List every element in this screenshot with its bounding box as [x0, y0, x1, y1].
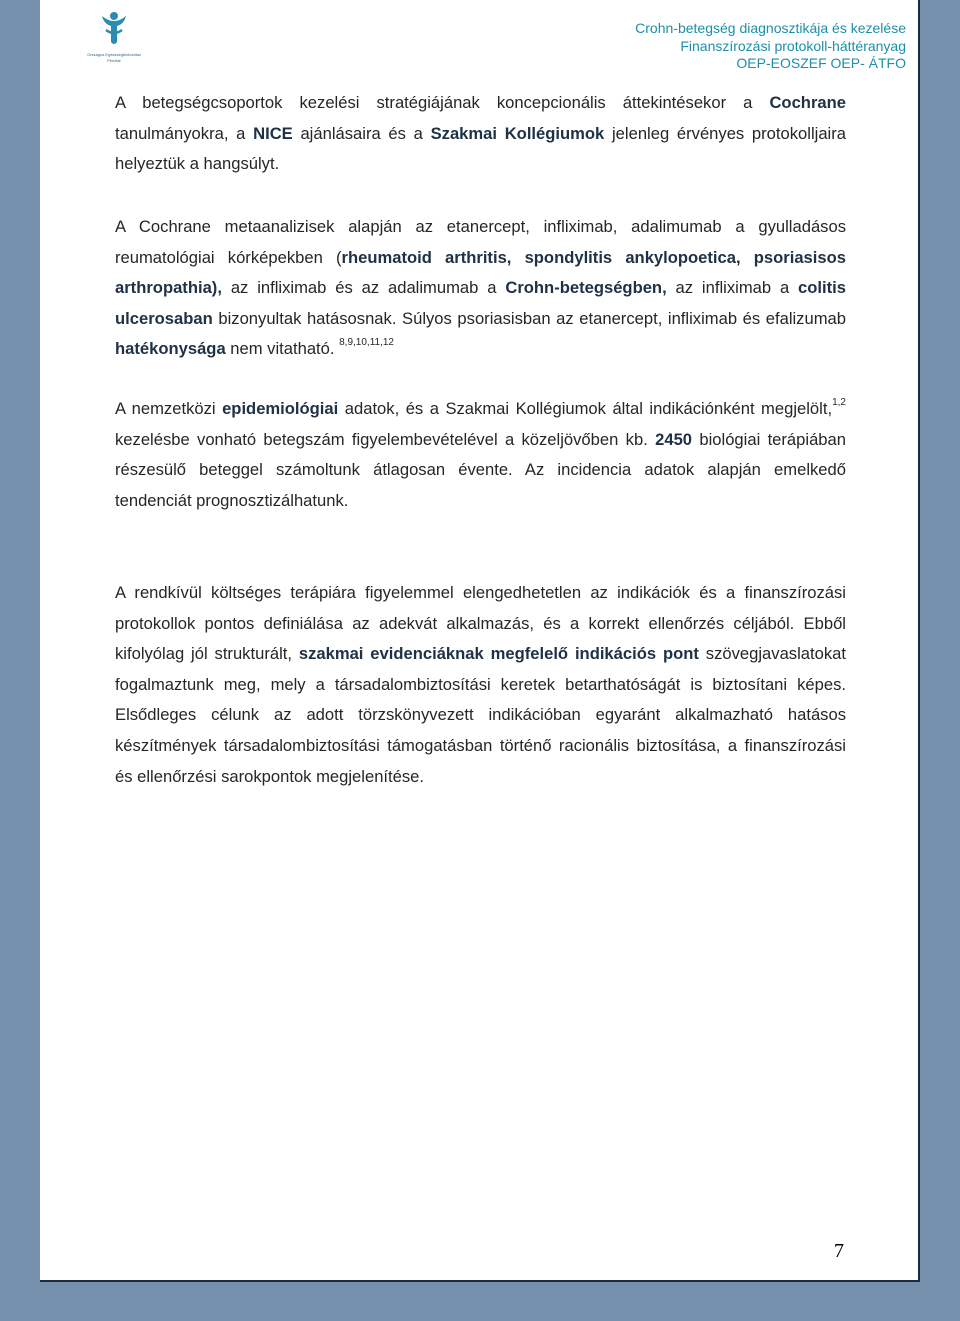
text-run: jelenleg érvényes protokolljaira helyeztük a hangsúlyt.	[115, 123, 847, 174]
paragraph-4	[115, 578, 846, 792]
text-run: tanulmányokra, a	[115, 123, 254, 143]
logo-text-line-2: Pénztár	[107, 58, 121, 63]
bold-phrase: Szakmai Kollégiumok	[430, 123, 605, 143]
text-run: kezelésbe vonható betegszám figyelembevételével a közeljövőben kb.	[115, 429, 656, 449]
ministry-logo-icon	[82, 10, 146, 66]
document-page	[40, 0, 920, 1282]
text-run: adatok, és a Szakmai Kollégiumok által indikációnként megjelölt,	[338, 399, 833, 418]
bold-phrase: hatékonysága	[115, 339, 226, 359]
text-run: A Cochrane metaanalizisek alapján az etanercept, infliximab, adalimumab a gyulladásos reumatológiai kórképekben (	[115, 217, 846, 267]
logo-text-line-1: Országos Egészségbiztosítási	[87, 52, 141, 57]
bold-phrase: NICE	[253, 123, 293, 143]
text-run: szövegjavaslatokat fogalmaztunk meg, mely a társadalombiztosítási keretek betarthatóságát is biztosítani képes. Elsődleges célunk az adott törzskönyvezett indikációban egyaránt alkalmazható hatásos készítmények társadalombiztosítási támogatásban történő racionális biztosítása, a finanszírozási és ellenőrzési sarokpontok megjelenítése.	[115, 644, 846, 786]
bold-phrase: szakmai evidenciáknak megfelelő indikációs pont	[298, 644, 699, 664]
header-title: Crohn-betegség diagnosztikája és kezelése	[635, 20, 906, 36]
bold-phrase: rheumatoid arthritis, spondylitis ankylopoetica, psoriasisos arthropathia),	[115, 247, 846, 298]
paragraph-1	[115, 88, 846, 180]
text-run: bizonyultak hatásosnak. Súlyos psoriasisban az etanercept, infliximab és efalizumab	[212, 308, 846, 328]
text-run: A nemzetközi	[115, 399, 223, 418]
bold-phrase: Cochrane	[769, 93, 846, 112]
text-run: ajánlásaira és a	[292, 123, 431, 143]
text-run: az infliximab és az adalimumab a	[221, 278, 506, 298]
logo-emblem-icon	[82, 10, 146, 50]
bold-phrase: 2450	[655, 429, 693, 449]
paragraph-3	[115, 394, 846, 516]
paragraph-2	[115, 212, 846, 365]
text-run: biológiai terápiában részesülő beteggel számoltunk átlagosan évente. Az incidencia adatok alapján emelkedő tendenciát prognosztizálhatunk.	[115, 429, 846, 510]
document-header	[635, 20, 906, 73]
text-run: A betegségcsoportok kezelési stratégiájának koncepcionális áttekintésekor a	[115, 93, 770, 112]
bold-phrase: Crohn-betegségben,	[505, 278, 667, 298]
footnote-reference: 1,2	[832, 397, 846, 408]
page-number: 7	[834, 1240, 844, 1262]
text-run: az infliximab a	[666, 278, 799, 298]
footnote-reference: 8,9,10,11,12	[339, 337, 394, 349]
text-run: A rendkívül költséges terápiára figyelemmel elengedhetetlen az indikációk és a finanszírozási protokollok pontos definiálása az adekvát alkalmazás, és a korrekt ellenőrzés céljából. Ebből kifolyólag jól strukturált,	[115, 583, 846, 664]
header-org: OEP-EOSZEF OEP- ÁTFO	[736, 55, 906, 71]
text-run: nem vitatható.	[225, 339, 340, 359]
bold-phrase: colitis ulcerosaban	[115, 278, 846, 328]
bold-phrase: epidemiológiai	[222, 399, 339, 418]
header-subtitle: Finanszírozási protokoll-háttéranyag	[680, 37, 906, 54]
